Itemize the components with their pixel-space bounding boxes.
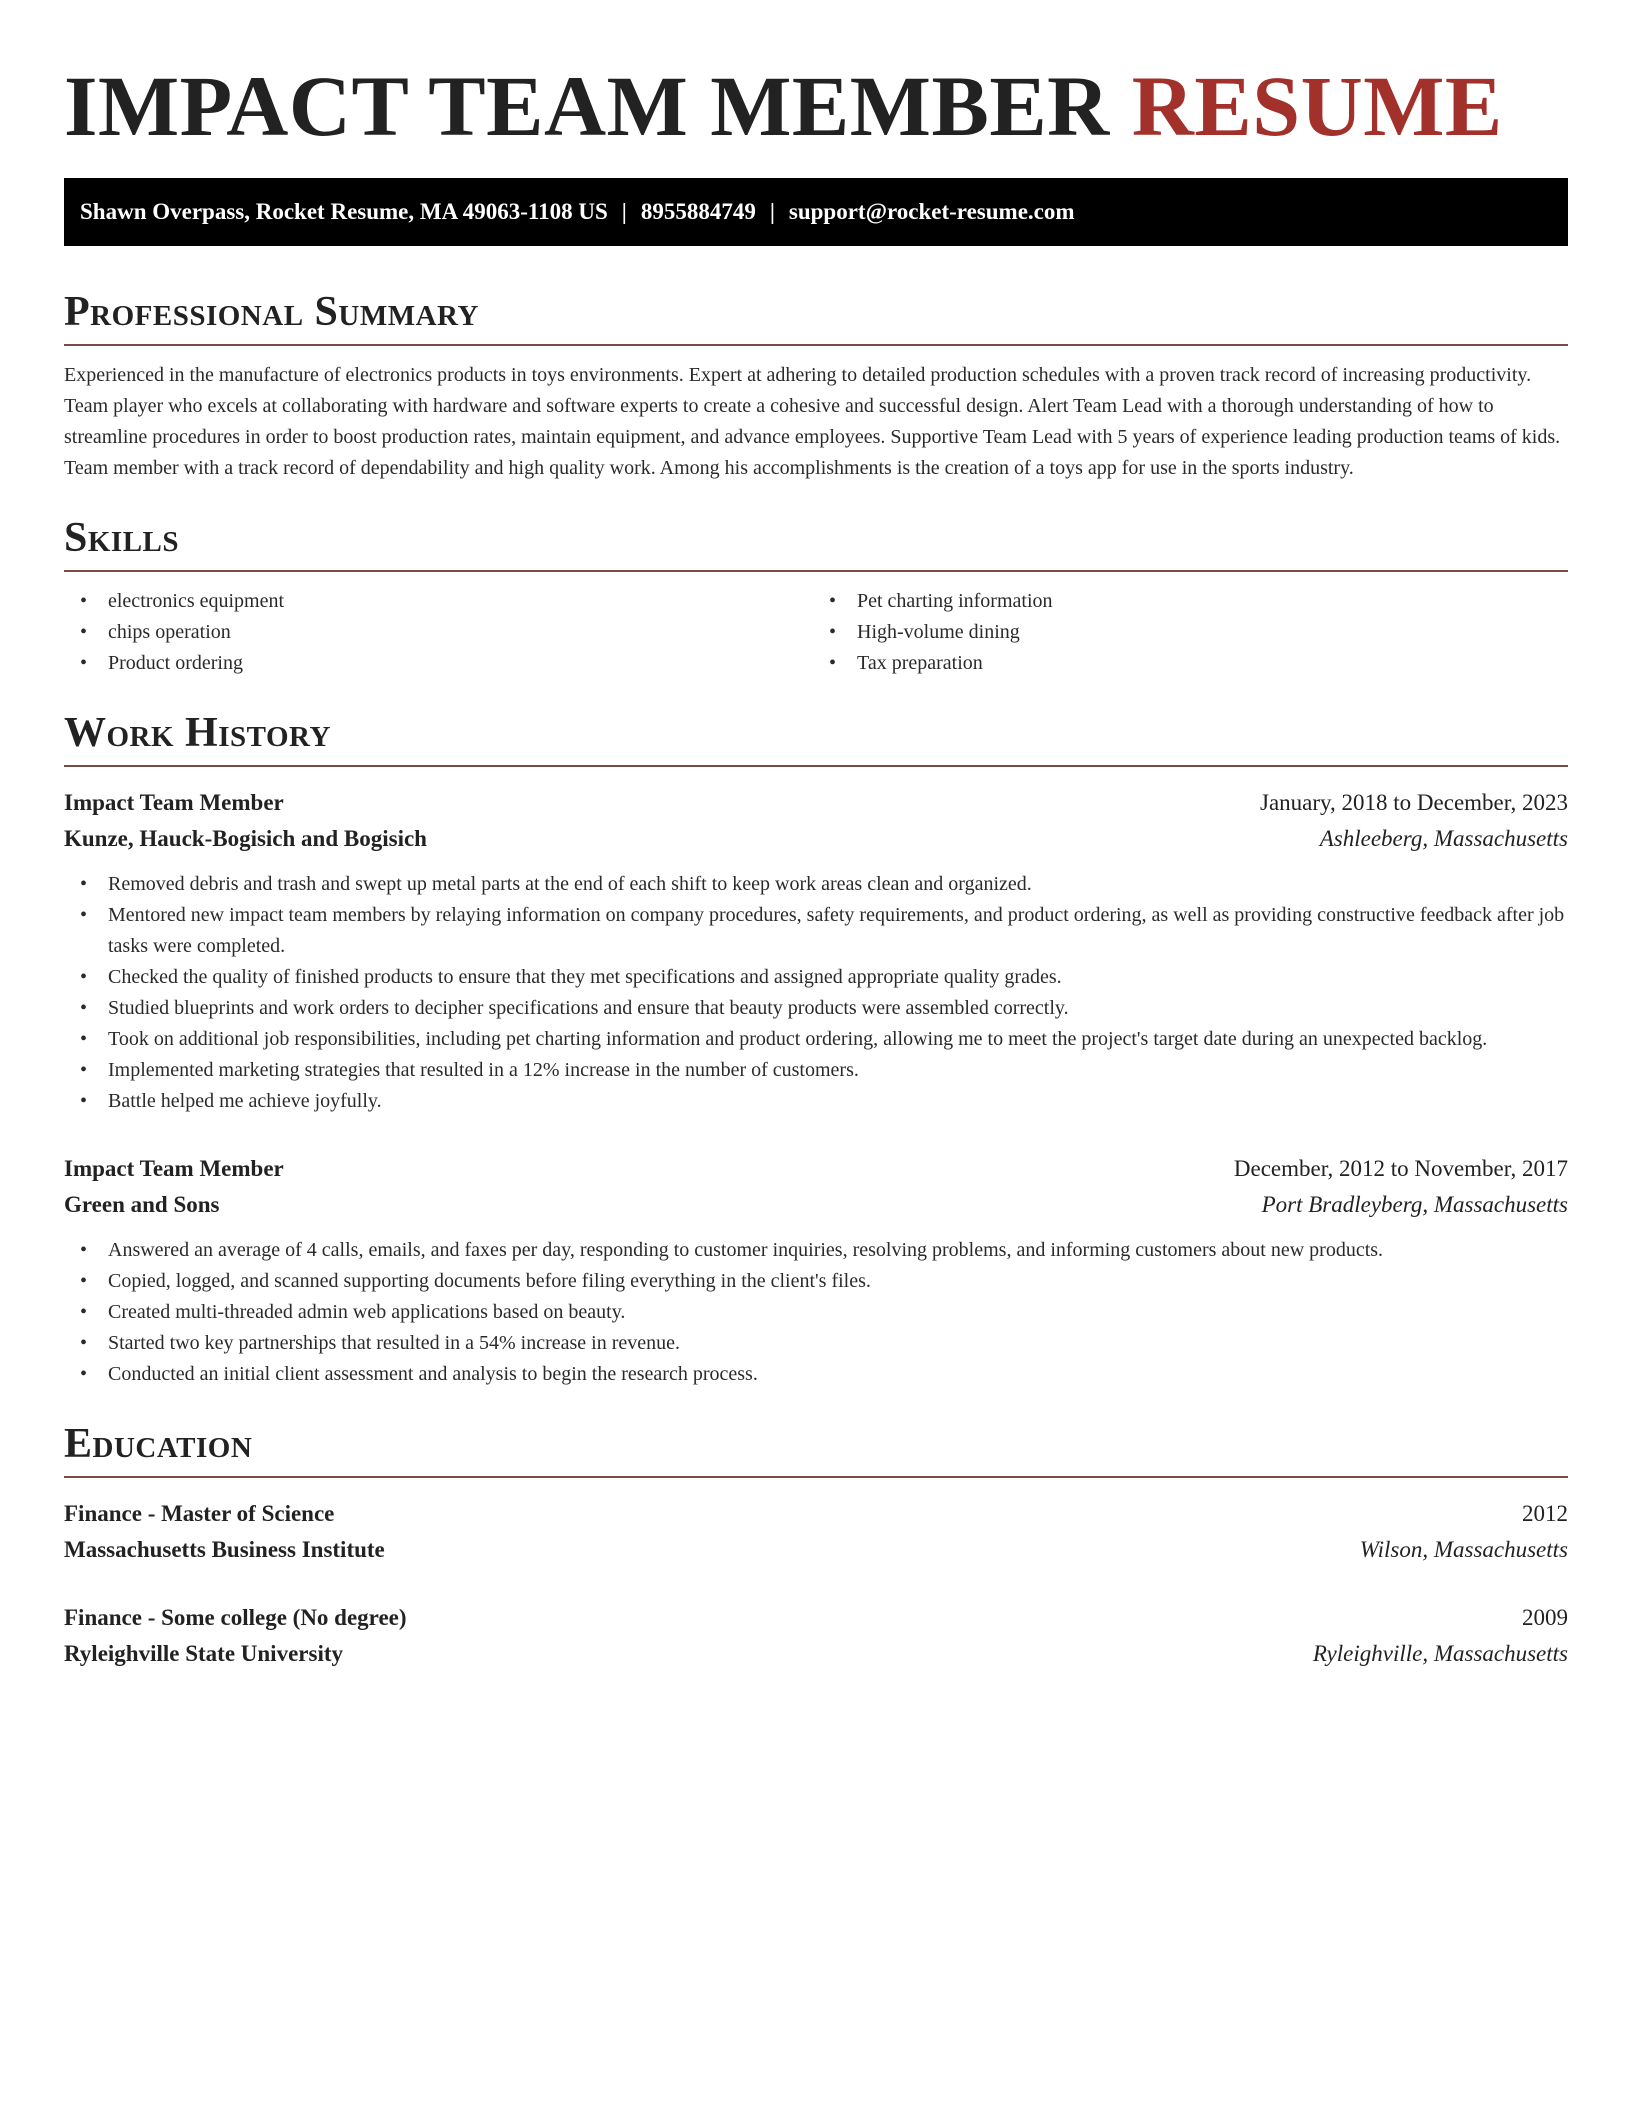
- job-bullet: • Studied blueprints and work orders to decipher specifications and ensure that beauty products were assembled correctly.: [108, 993, 1568, 1024]
- job-company: Kunze, Hauck-Bogisich and Bogisich: [64, 826, 427, 851]
- job-bullet: • Took on additional job responsibilities, including pet charting information and product ordering, allowing me to meet the project's target date during an unexpected backlog.: [108, 1024, 1568, 1055]
- skill-item: • Product ordering: [108, 648, 816, 679]
- job-bullet: • Conducted an initial client assessment and analysis to begin the research process.: [108, 1359, 1568, 1390]
- job-entry: [64, 1151, 1568, 1390]
- resume-title: [64, 56, 1568, 156]
- education-school-row: [64, 1636, 1568, 1672]
- job-bullet: • Answered an average of 4 calls, emails, and faxes per day, responding to customer inquiries, resolving problems, and informing customers about new products.: [108, 1235, 1568, 1266]
- education-section: [64, 1418, 1568, 1672]
- contact-bar: [64, 178, 1568, 246]
- job-location: Ashleeberg, Massachusetts: [1319, 826, 1568, 851]
- skill-item: • electronics equipment: [108, 586, 816, 617]
- title-main: IMPACT TEAM MEMBER: [64, 58, 1110, 154]
- contact-address: Shawn Overpass, Rocket Resume, MA 49063-1108 US: [80, 199, 608, 224]
- contact-separator: |: [769, 199, 775, 224]
- summary-heading: Professional Summary: [64, 286, 1568, 346]
- title-accent: RESUME: [1131, 58, 1503, 154]
- skills-heading: Skills: [64, 512, 1568, 572]
- education-degree-row: [64, 1496, 1568, 1532]
- skill-item: • Tax preparation: [857, 648, 1568, 679]
- job-bullet: • Battle helped me achieve joyfully.: [108, 1086, 1568, 1117]
- job-header-row: [64, 1151, 1568, 1187]
- contact-email: support@rocket-resume.com: [788, 199, 1075, 224]
- job-entry: [64, 785, 1568, 1117]
- job-title: Impact Team Member: [64, 1156, 284, 1181]
- education-heading: Education: [64, 1418, 1568, 1478]
- education-entry: [64, 1496, 1568, 1568]
- education-school: Massachusetts Business Institute: [64, 1537, 385, 1562]
- job-company: Green and Sons: [64, 1192, 220, 1217]
- education-location: Ryleighville, Massachusetts: [1312, 1641, 1568, 1666]
- skills-list-left: [108, 586, 816, 679]
- skills-section: [64, 512, 1568, 679]
- job-company-row: [64, 821, 1568, 857]
- education-degree-row: [64, 1600, 1568, 1636]
- skills-grid: [64, 586, 1568, 679]
- education-year: 2009: [1522, 1605, 1568, 1630]
- job-location: Port Bradleyberg, Massachusetts: [1261, 1192, 1568, 1217]
- education-location: Wilson, Massachusetts: [1359, 1537, 1568, 1562]
- skills-list-right: [857, 586, 1568, 679]
- education-school-row: [64, 1532, 1568, 1568]
- work-history-heading: Work History: [64, 707, 1568, 767]
- job-bullets: [64, 1235, 1568, 1390]
- job-dates: December, 2012 to November, 2017: [1233, 1156, 1568, 1181]
- skills-column-right: [816, 586, 1568, 679]
- skill-item: • chips operation: [108, 617, 816, 648]
- contact-phone: 8955884749: [640, 199, 756, 224]
- job-bullet: • Implemented marketing strategies that resulted in a 12% increase in the number of customers.: [108, 1055, 1568, 1086]
- job-bullets: [64, 869, 1568, 1117]
- skills-column-left: [64, 586, 816, 679]
- summary-section: [64, 286, 1568, 484]
- education-degree: Finance - Master of Science: [64, 1501, 335, 1526]
- skill-item: • High-volume dining: [857, 617, 1568, 648]
- job-bullet: • Started two key partnerships that resulted in a 54% increase in revenue.: [108, 1328, 1568, 1359]
- contact-separator: |: [621, 199, 627, 224]
- job-bullet: • Mentored new impact team members by relaying information on company procedures, safety requirements, and product ordering, as well as providing constructive feedback after job tasks were completed.: [108, 900, 1568, 962]
- education-entry: [64, 1600, 1568, 1672]
- job-bullet: • Created multi-threaded admin web applications based on beauty.: [108, 1297, 1568, 1328]
- job-title: Impact Team Member: [64, 790, 284, 815]
- job-bullet: • Copied, logged, and scanned supporting documents before filing everything in the client's files.: [108, 1266, 1568, 1297]
- job-bullet: • Checked the quality of finished products to ensure that they met specifications and assigned appropriate quality grades.: [108, 962, 1568, 993]
- work-history-section: [64, 707, 1568, 1390]
- job-header-row: [64, 785, 1568, 821]
- education-degree: Finance - Some college (No degree): [64, 1605, 407, 1630]
- summary-text: Experienced in the manufacture of electronics products in toys environments. Expert at adhering to detailed production schedules with a proven track record of increasing productivity. Team player who excels at collaborating with hardware and software experts to create a cohesive and successful design. Alert Team Lead with a thorough understanding of how to streamline procedures in order to boost production rates, maintain equipment, and advance employees. Supportive Team Lead with 5 years of experience leading production teams of kids. Team member with a track record of dependability and high quality work. Among his accomplishments is the creation of a toys app for use in the sports industry.: [64, 364, 1561, 479]
- skill-item: • Pet charting information: [857, 586, 1568, 617]
- job-dates: January, 2018 to December, 2023: [1260, 790, 1568, 815]
- education-school: Ryleighville State University: [64, 1641, 343, 1666]
- education-year: 2012: [1522, 1501, 1568, 1526]
- job-bullet: • Removed debris and trash and swept up metal parts at the end of each shift to keep work areas clean and organized.: [108, 869, 1568, 900]
- job-company-row: [64, 1187, 1568, 1223]
